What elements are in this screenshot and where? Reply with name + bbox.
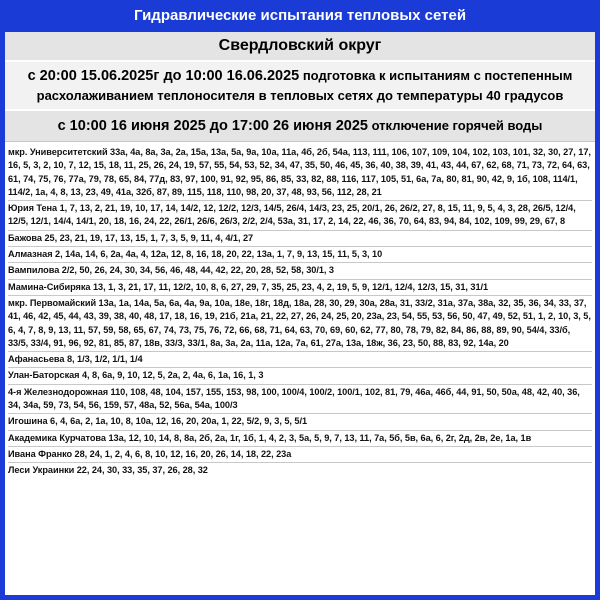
address-row-ivana-franko: Ивана Франко 28, 24, 1, 2, 4, 6, 8, 10, 12, 16, 20, 26, 14, 18, 22, 23а <box>8 447 592 463</box>
address-row-mamina-sibiryaka: Мамина-Сибиряка 13, 1, 3, 21, 17, 11, 12/2, 10, 8, 6, 27, 29, 7, 35, 25, 23, 4, 2, 19, 5, 9, 12/1, 12/4, 12/3, 15, 31, 31/1 <box>8 280 592 296</box>
address-row-pervomaisky: мкр. Первомайский 13а, 1а, 14а, 5а, 6а, 4а, 9а, 10а, 18е, 18г, 18д, 18а, 28, 30, 29, 30а, 28а, 31, 33/2, 31а, 37а, 38а, 32, 35, 36, 34, 33, 37, 41, 46, 42, 45, 44, 43, 39, 38, 40, 48, 17, 18, 16, 19, 21б, 21а, 21, 22, 27, 26, 24, 25, 20, 23а, 23, 54, 55, 53, 56, 50, 47, 49, 52, 51, 1, 2, 10, 3, 5, 6, 4, 7, 8, 9, 13, 11, 57, 59, 58, 65, 67, 74, 73, 75, 76, 72, 66, 68, 71, 64, 63, 70, 69, 60, 62, 77, 80, 78, 79, 82, 84, 86, 88, 89, 90, 54/4, 33/б, 33/5, 33/4, 91, 96, 92, 81, 85, 87, 18в, 33/3, 33/1, 8а, 3а, 2а, 11а, 12а, 7а, 61, 27а, 13а, 18ж, 36, 23, 50, 88, 83, 92, 14а, 20 <box>8 296 592 352</box>
page-title: Гидравлические испытания тепловых сетей <box>5 0 595 32</box>
preparation-text: подготовка к испытаниям с постепенным <box>299 68 573 83</box>
address-row-universitetsky: мкр. Университетский 33а, 4а, 8а, 3а, 2а, 15а, 13а, 5а, 9а, 10а, 11а, 4б, 2б, 54а, 113, 111, 106, 107, 109, 104, 102, 103, 101, 32, 30, 27, 17, 16, 5, 3, 2, 10, 7, 12, 15, 18, 11, 25, 26, 24, 19, 57, 55, 54, 53, 52, 34, 47, 35, 50, 46, 45, 36, 40, 38, 39, 41, 43, 44, 67, 62, 68, 71, 73, 72, 64, 63, 61, 74, 75, 76, 77а, 79, 78, 65, 84, 77д, 83, 97, 100, 91, 92, 95, 86, 85, 33, 82, 88, 116, 117, 105, 51, 6а, 7а, 80, 81, 90, 42, 9, 1б, 108, 114/1, 114/2, 1а, 4, 8, 13, 23, 49, 41а, 32б, 87, 89, 115, 118, 110, 98, 20, 37, 48, 93, 56, 112, 28, 21 <box>8 145 592 201</box>
shutdown-text: отключение горячей воды <box>367 118 543 133</box>
address-row-bazhova: Бажова 25, 23, 21, 19, 17, 13, 15, 1, 7, 3, 5, 9, 11, 4, 4/1, 27 <box>8 231 592 247</box>
address-row-ulan-batorskaya: Улан-Баторская 4, 8, 6а, 9, 10, 12, 5, 2а, 2, 4а, 6, 1а, 16, 1, 3 <box>8 368 592 384</box>
preparation-text-line2: расхолаживанием теплоносителя в тепловых сетях до температуры 40 градусов <box>36 88 564 103</box>
preparation-period: с 20:00 15.06.2025г до 10:00 16.06.2025 <box>27 68 300 84</box>
address-row-almaznaya: Алмазная 2, 14а, 14, 6, 2а, 4а, 4, 12а, 12, 8, 16, 18, 20, 22, 13а, 1, 7, 9, 13, 15, 11, 5, 3, 10 <box>8 247 592 263</box>
address-row-igoshina: Игошина 6, 4, 6а, 2, 1а, 10, 8, 10а, 12, 16, 20, 20а, 1, 22, 5/2, 9, 3, 5, 5/1 <box>8 414 592 430</box>
address-row-vampilova: Вампилова 2/2, 50, 26, 24, 30, 34, 56, 46, 48, 44, 42, 22, 20, 28, 52, 58, 30/1, 3 <box>8 263 592 279</box>
address-row-kurchatova: Академика Курчатова 13а, 12, 10, 14, 8, 8а, 2б, 2а, 1г, 1б, 1, 4, 2, 3, 5а, 5, 9, 7, 13, 11, 7а, 5б, 5в, 6а, 6, 2г, 2д, 2в, 2е, 1а, 1в <box>8 431 592 447</box>
shutdown-period: с 10:00 16 июня 2025 до 17:00 26 июня 2025 <box>57 118 368 134</box>
preparation-notice <box>5 62 595 111</box>
district-title: Свердловский округ <box>5 32 595 62</box>
address-row-lesi-ukrainki: Леси Украинки 22, 24, 30, 33, 35, 37, 26, 28, 32 <box>8 465 208 476</box>
shutdown-notice <box>5 111 595 142</box>
address-row-afanaseva: Афанасьева 8, 1/3, 1/2, 1/1, 1/4 <box>8 352 592 368</box>
address-row-yuriya-tena: Юрия Тена 1, 7, 13, 2, 21, 19, 10, 17, 14, 14/2, 12, 12/2, 12/3, 14/5, 26/4, 14/3, 23, 25, 20/1, 26, 26/2, 27, 8, 15, 11, 9, 5, 4, 3, 28, 26/5, 12/4, 12/5, 12/1, 14/4, 14/1, 20, 18, 16, 24, 22, 26/1, 26/6, 26/3, 2/2, 2/4, 53а, 31, 17, 2, 14, 22, 46, 36, 70, 64, 83, 94, 84, 102, 109, 99, 29, 67, 8 <box>8 201 592 231</box>
address-row-zheleznodorozhnaya: 4-я Железнодорожная 110, 108, 48, 104, 157, 155, 153, 98, 100, 100/4, 100/2, 100/1, 102, 81, 79, 46а, 46б, 44, 91, 50, 50а, 48, 42, 40, 36, 34, 34а, 59, 73, 54, 56, 159, 57, 48а, 52, 56а, 54а, 100/3 <box>8 385 592 415</box>
address-list <box>5 142 595 479</box>
